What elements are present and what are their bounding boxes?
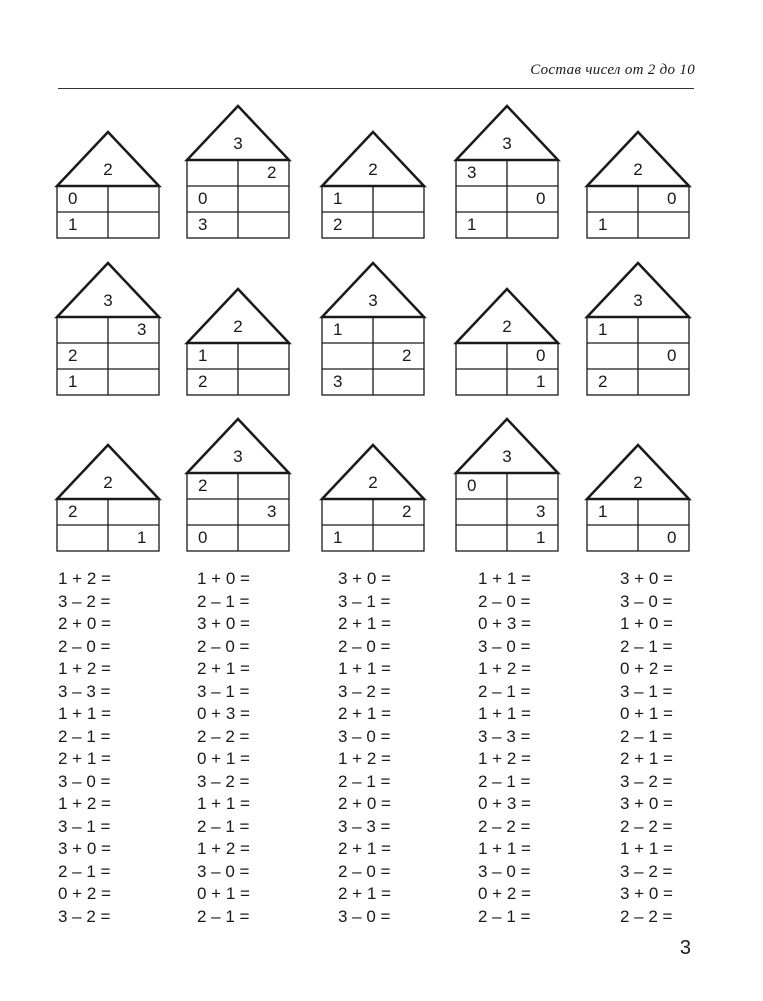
number-house [57,132,159,238]
equation: 2 – 1 = [197,591,250,611]
house-cell-right: 0 [667,189,677,208]
equation-column-4 [478,568,598,928]
house-cell-right: 0 [536,189,546,208]
equation: 3 – 1 = [197,681,250,701]
equation: 1 + 1 = [197,794,250,813]
number-house [322,263,424,395]
number-house [456,289,558,395]
equation: 0 + 2 = [478,884,531,903]
house-cell-left: 1 [467,215,477,234]
equation: 2 – 1 = [58,726,111,746]
equation: 2 – 2 = [620,816,673,836]
house-cell-left: 1 [598,502,608,521]
roof-number: 3 [368,291,378,310]
equation: 3 – 0 = [58,771,111,791]
house-cell-right: 2 [267,163,277,182]
equation: 0 + 2 = [58,884,111,903]
house-cell-right: 2 [402,346,412,365]
house-cell-left: 0 [198,528,208,547]
house-cell-left: 2 [598,372,608,391]
equation-column-3 [338,568,458,928]
equation: 1 + 1 = [478,839,531,858]
roof-number: 2 [502,317,512,336]
equation: 1 + 2 = [478,749,531,768]
equation: 2 + 0 = [58,614,111,633]
equation: 3 + 0 = [620,794,673,813]
house-cell-left: 1 [68,215,78,234]
house-cell-left: 1 [68,372,78,391]
roof-number: 2 [633,473,643,492]
equation: 3 – 0 = [197,861,250,881]
equation: 3 + 0 = [197,614,250,633]
roof-number: 2 [368,160,378,179]
house-cell-right: 3 [137,320,147,339]
equation: 0 + 1 = [620,704,673,723]
equation: 2 – 1 = [478,771,531,791]
equation: 3 – 2 = [197,771,250,791]
roof-number: 3 [633,291,643,310]
equation: 2 – 2 = [478,816,531,836]
equation: 1 + 2 = [197,839,250,858]
equation: 3 – 2 = [58,906,111,926]
equation: 2 – 0 = [58,636,111,656]
equation: 2 – 1 = [197,906,250,926]
equation: 2 – 1 = [58,861,111,881]
equation: 2 + 1 = [58,749,111,768]
roof-number: 3 [502,134,512,153]
roof-number: 2 [103,160,113,179]
equation: 0 + 1 = [197,884,250,903]
roof-number: 2 [633,160,643,179]
header-divider [58,88,694,89]
equation: 1 + 0 = [197,569,250,588]
house-cell-left: 0 [68,189,78,208]
equation: 3 – 2 = [620,771,673,791]
equation: 2 – 0 = [338,861,391,881]
equation: 3 – 0 = [620,591,673,611]
equation: 3 – 3 = [338,816,391,836]
equation: 3 – 0 = [478,861,531,881]
house-cell-left: 0 [198,189,208,208]
number-house [322,132,424,238]
equation: 3 – 2 = [58,591,111,611]
equation: 1 + 1 = [478,569,531,588]
page-header-title: Состав чисел от 2 до 10 [530,62,695,78]
equation-column-1 [58,568,178,928]
house-cell-right: 2 [402,502,412,521]
equation: 3 – 0 = [338,906,391,926]
house-cell-left: 1 [333,528,343,547]
equation: 2 – 2 = [620,906,673,926]
roof-number: 3 [233,447,243,466]
number-house [57,263,159,395]
house-cell-right: 1 [536,528,546,547]
roof-number: 2 [233,317,243,336]
equation: 1 + 2 = [58,569,111,588]
number-house [456,106,558,238]
equation: 2 – 1 = [620,726,673,746]
equation: 2 – 1 = [478,906,531,926]
house-cell-right: 1 [536,372,546,391]
equation: 2 + 1 = [338,839,391,858]
equation: 3 – 0 = [478,636,531,656]
page-number: 3 [679,937,691,959]
equation: 1 + 2 = [338,749,391,768]
equation: 3 – 1 = [338,591,391,611]
number-house [187,419,289,551]
equation: 3 – 3 = [478,726,531,746]
equation: 3 – 2 = [620,861,673,881]
house-cell-right: 1 [137,528,147,547]
equation: 2 – 1 = [620,636,673,656]
house-cell-left: 3 [198,215,208,234]
equation: 2 + 1 = [197,659,250,678]
equation: 2 + 0 = [338,794,391,813]
equation: 3 – 3 = [58,681,111,701]
number-house [187,106,289,238]
house-cell-right: 3 [536,502,546,521]
equation: 3 – 1 = [58,816,111,836]
house-cell-left: 1 [333,320,343,339]
equation: 0 + 3 = [478,794,531,813]
equation-column-2 [197,568,317,928]
equation: 2 – 0 = [478,591,531,611]
equation: 0 + 1 = [197,749,250,768]
house-cell-right: 3 [267,502,277,521]
equation: 1 + 1 = [338,659,391,678]
equation: 1 + 2 = [58,659,111,678]
number-house [322,445,424,551]
roof-number: 2 [368,473,378,492]
house-cell-right: 0 [667,346,677,365]
equation: 2 + 1 = [338,704,391,723]
equation: 0 + 3 = [478,614,531,633]
house-cell-right: 0 [667,528,677,547]
equation: 1 + 2 = [58,794,111,813]
number-house [57,445,159,551]
house-cell-left: 3 [333,372,343,391]
equation: 2 – 0 = [197,636,250,656]
roof-number: 2 [103,473,113,492]
equation: 2 – 1 = [338,771,391,791]
house-cell-left: 1 [198,346,208,365]
house-cell-left: 1 [598,320,608,339]
house-cell-left: 2 [68,346,78,365]
number-house [456,419,558,551]
house-cell-left: 2 [198,476,208,495]
equation: 3 + 0 = [620,884,673,903]
equation: 2 + 1 = [338,614,391,633]
equation: 3 + 0 = [338,569,391,588]
equation: 3 + 0 = [620,569,673,588]
equation: 1 + 1 = [58,704,111,723]
number-house [587,445,689,551]
roof-number: 3 [103,291,113,310]
number-house [587,263,689,395]
equations-section [0,568,763,928]
equation: 3 – 2 = [338,681,391,701]
house-cell-left: 2 [198,372,208,391]
number-house [187,289,289,395]
equation: 2 – 1 = [197,816,250,836]
equation: 3 – 0 = [338,726,391,746]
house-cell-left: 1 [333,189,343,208]
equation-column-5 [620,568,740,928]
equation: 0 + 2 = [620,659,673,678]
equation: 3 – 1 = [620,681,673,701]
equation: 2 + 1 = [620,749,673,768]
roof-number: 3 [233,134,243,153]
equation: 1 + 0 = [620,614,673,633]
house-cell-left: 2 [333,215,343,234]
equation: 3 + 0 = [58,839,111,858]
equation: 2 – 1 = [478,681,531,701]
house-cell-left: 2 [68,502,78,521]
number-house [587,132,689,238]
equation: 0 + 3 = [197,704,250,723]
house-cell-right: 0 [536,346,546,365]
equation: 1 + 1 = [620,839,673,858]
equation: 2 – 0 = [338,636,391,656]
roof-number: 3 [502,447,512,466]
house-cell-left: 3 [467,163,477,182]
equation: 2 + 1 = [338,884,391,903]
equation: 2 – 2 = [197,726,250,746]
equation: 1 + 2 = [478,659,531,678]
equation: 1 + 1 = [478,704,531,723]
house-cell-left: 1 [598,215,608,234]
house-cell-left: 0 [467,476,477,495]
